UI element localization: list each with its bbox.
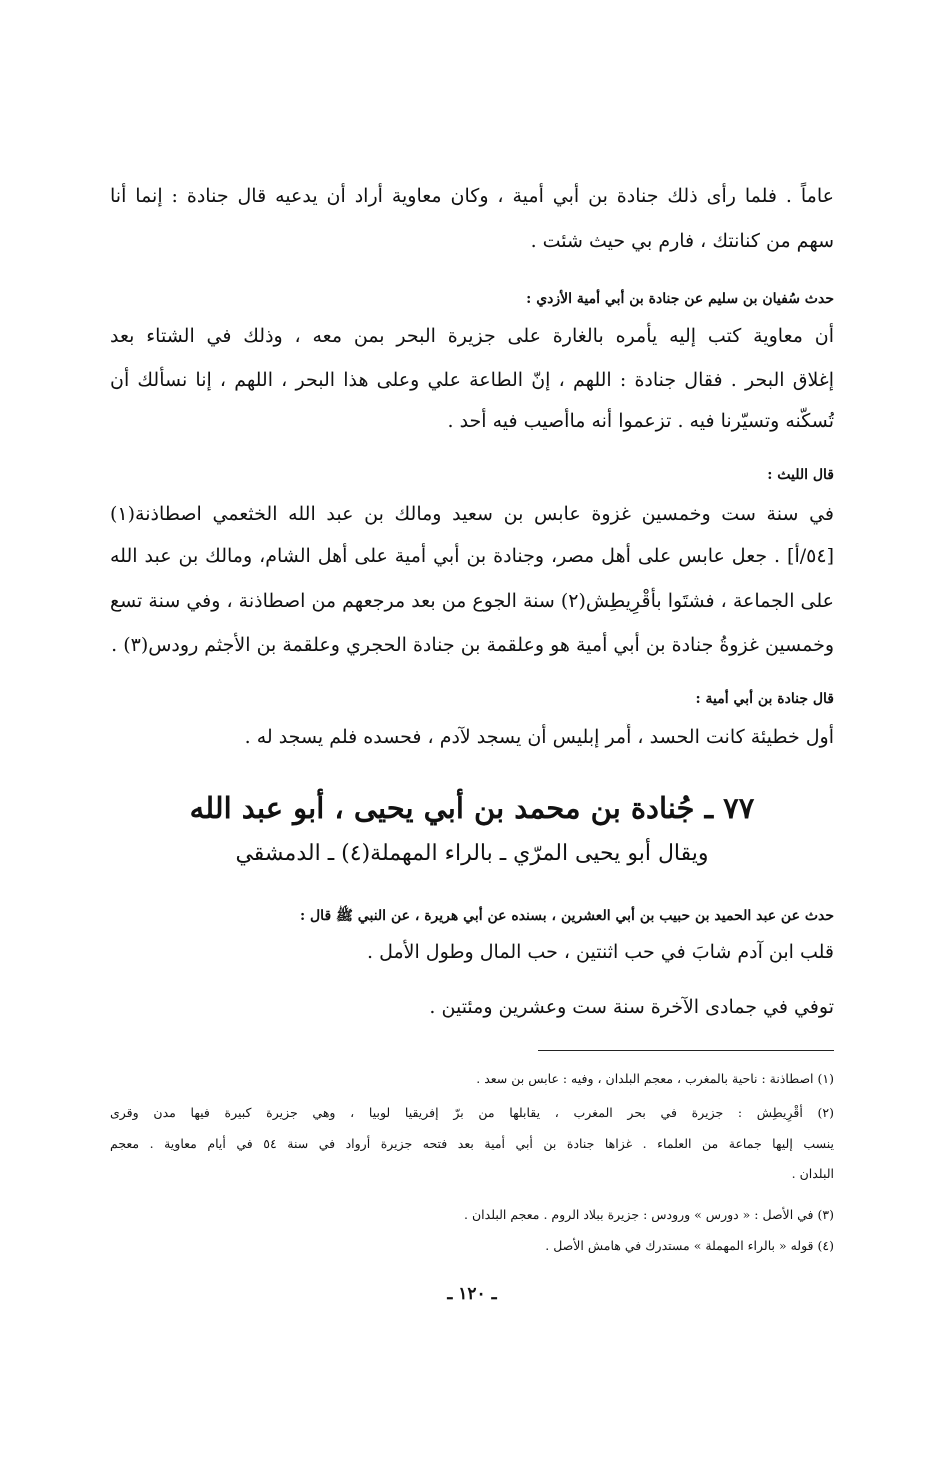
footnote-1: (١) اصطاذنة : ناحية بالمغرب ، معجم البلدان ، وفيه : عابس بن سعد .: [476, 1071, 834, 1086]
death-note: توفي في جمادى الآخرة سنة ست وعشرين ومئتين .: [429, 996, 834, 1018]
paragraph-line: أن معاوية كتب إليه يأمره بالغارة على جزيرة البحر بمن معه ، وذلك في الشتاء بعد: [110, 325, 834, 347]
entry-title: ٧٧ ـ جُنادة بن محمد بن أبي يحيى ، أبو عبد الله: [189, 791, 755, 825]
paragraph-line: إغلاق البحر . فقال جنادة : اللهم ، إنّ الطاعة علي وعلى هذا البحر ، اللهم ، إنا نسألك أن: [110, 369, 834, 391]
narration-chain: حدث سُفيان بن سليم عن جنادة بن أبي أمية الأزدي :: [526, 291, 834, 307]
narration-chain: قال الليث :: [767, 467, 834, 483]
footnote-2-line: (٢) أقْرِيطِش : جزيرة في بحر المغرب ، يقابلها من برّ إفريقيا لوبيا ، وهي جزيرة كبيرة فيها مدن وقرى: [110, 1105, 834, 1120]
paragraph-line: سهم من كنانتك ، فارم بي حيث شئت .: [530, 230, 834, 252]
footnote-3: (٣) في الأصل : « دورس » ورودس : جزيرة ببلاد الروم . معجم البلدان .: [464, 1207, 834, 1222]
footnote-2-line: البلدان .: [791, 1166, 834, 1181]
page-number: ـ ١٢٠ ـ: [447, 1284, 497, 1304]
paragraph-line: على الجماعة ، فشتَوا بأقْرِيطِش(٢) سنة الجوع من بعد مرجعهم من اصطاذنة ، وفي سنة تسع: [110, 590, 834, 612]
hadith-text: قلب ابن آدم شابَ في حب اثنتين ، حب المال وطول الأمل .: [366, 941, 834, 963]
narration-chain: حدث عن عبد الحميد بن حبيب بن أبي العشرين ، بسنده عن أبي هريرة ، عن النبي ﷺ قال :: [299, 908, 834, 924]
paragraph-line: تُسكّنه وتسيّرنا فيه . تزعموا أنه ماأصيب فيه أحد .: [447, 410, 834, 432]
paragraph-line: في سنة ست وخمسين غزوة عابس بن سعيد ومالك بن عبد الله الخثعمي اصطاذنة(١): [110, 503, 834, 525]
paragraph-line: عاماً . فلما رأى ذلك جنادة بن أبي أمية ، وكان معاوية أراد أن يدعيه قال جنادة : إنما أنا: [110, 185, 834, 207]
footnote-2-line: ينسب إليها جماعة من العلماء . غزاها جنادة بن أبي أمية بعد فتحه جزيرة أرواد في سنة ٥٤ في أيام معاوية . معجم: [110, 1136, 834, 1151]
footnote-separator: [538, 1050, 834, 1051]
paragraph-line: أول خطيئة كانت الحسد ، أُمر إبليس أن يسجد لآدم ، فحسده فلم يسجد له .: [244, 726, 834, 748]
paragraph-line: وخمسين غزوةُ جنادة بن أبي أمية هو وعلقمة بن جنادة الحجري وعلقمة بن الأجثم رودس(٣) .: [111, 634, 834, 656]
footnote-4: (٤) قوله « بالراء المهملة » مستدرك في هامش الأصل .: [545, 1238, 834, 1253]
narration-chain: قال جنادة بن أبي أمية :: [695, 691, 834, 707]
paragraph-line: [٥٤/أ] . جعل عابس على أهل مصر، وجنادة بن أبي أمية على أهل الشام، ومالك بن عبد الله: [110, 545, 834, 567]
entry-subtitle: ويقال أبو يحيى المرّي ـ بالراء المهملة(٤) ـ الدمشقي: [235, 841, 709, 866]
